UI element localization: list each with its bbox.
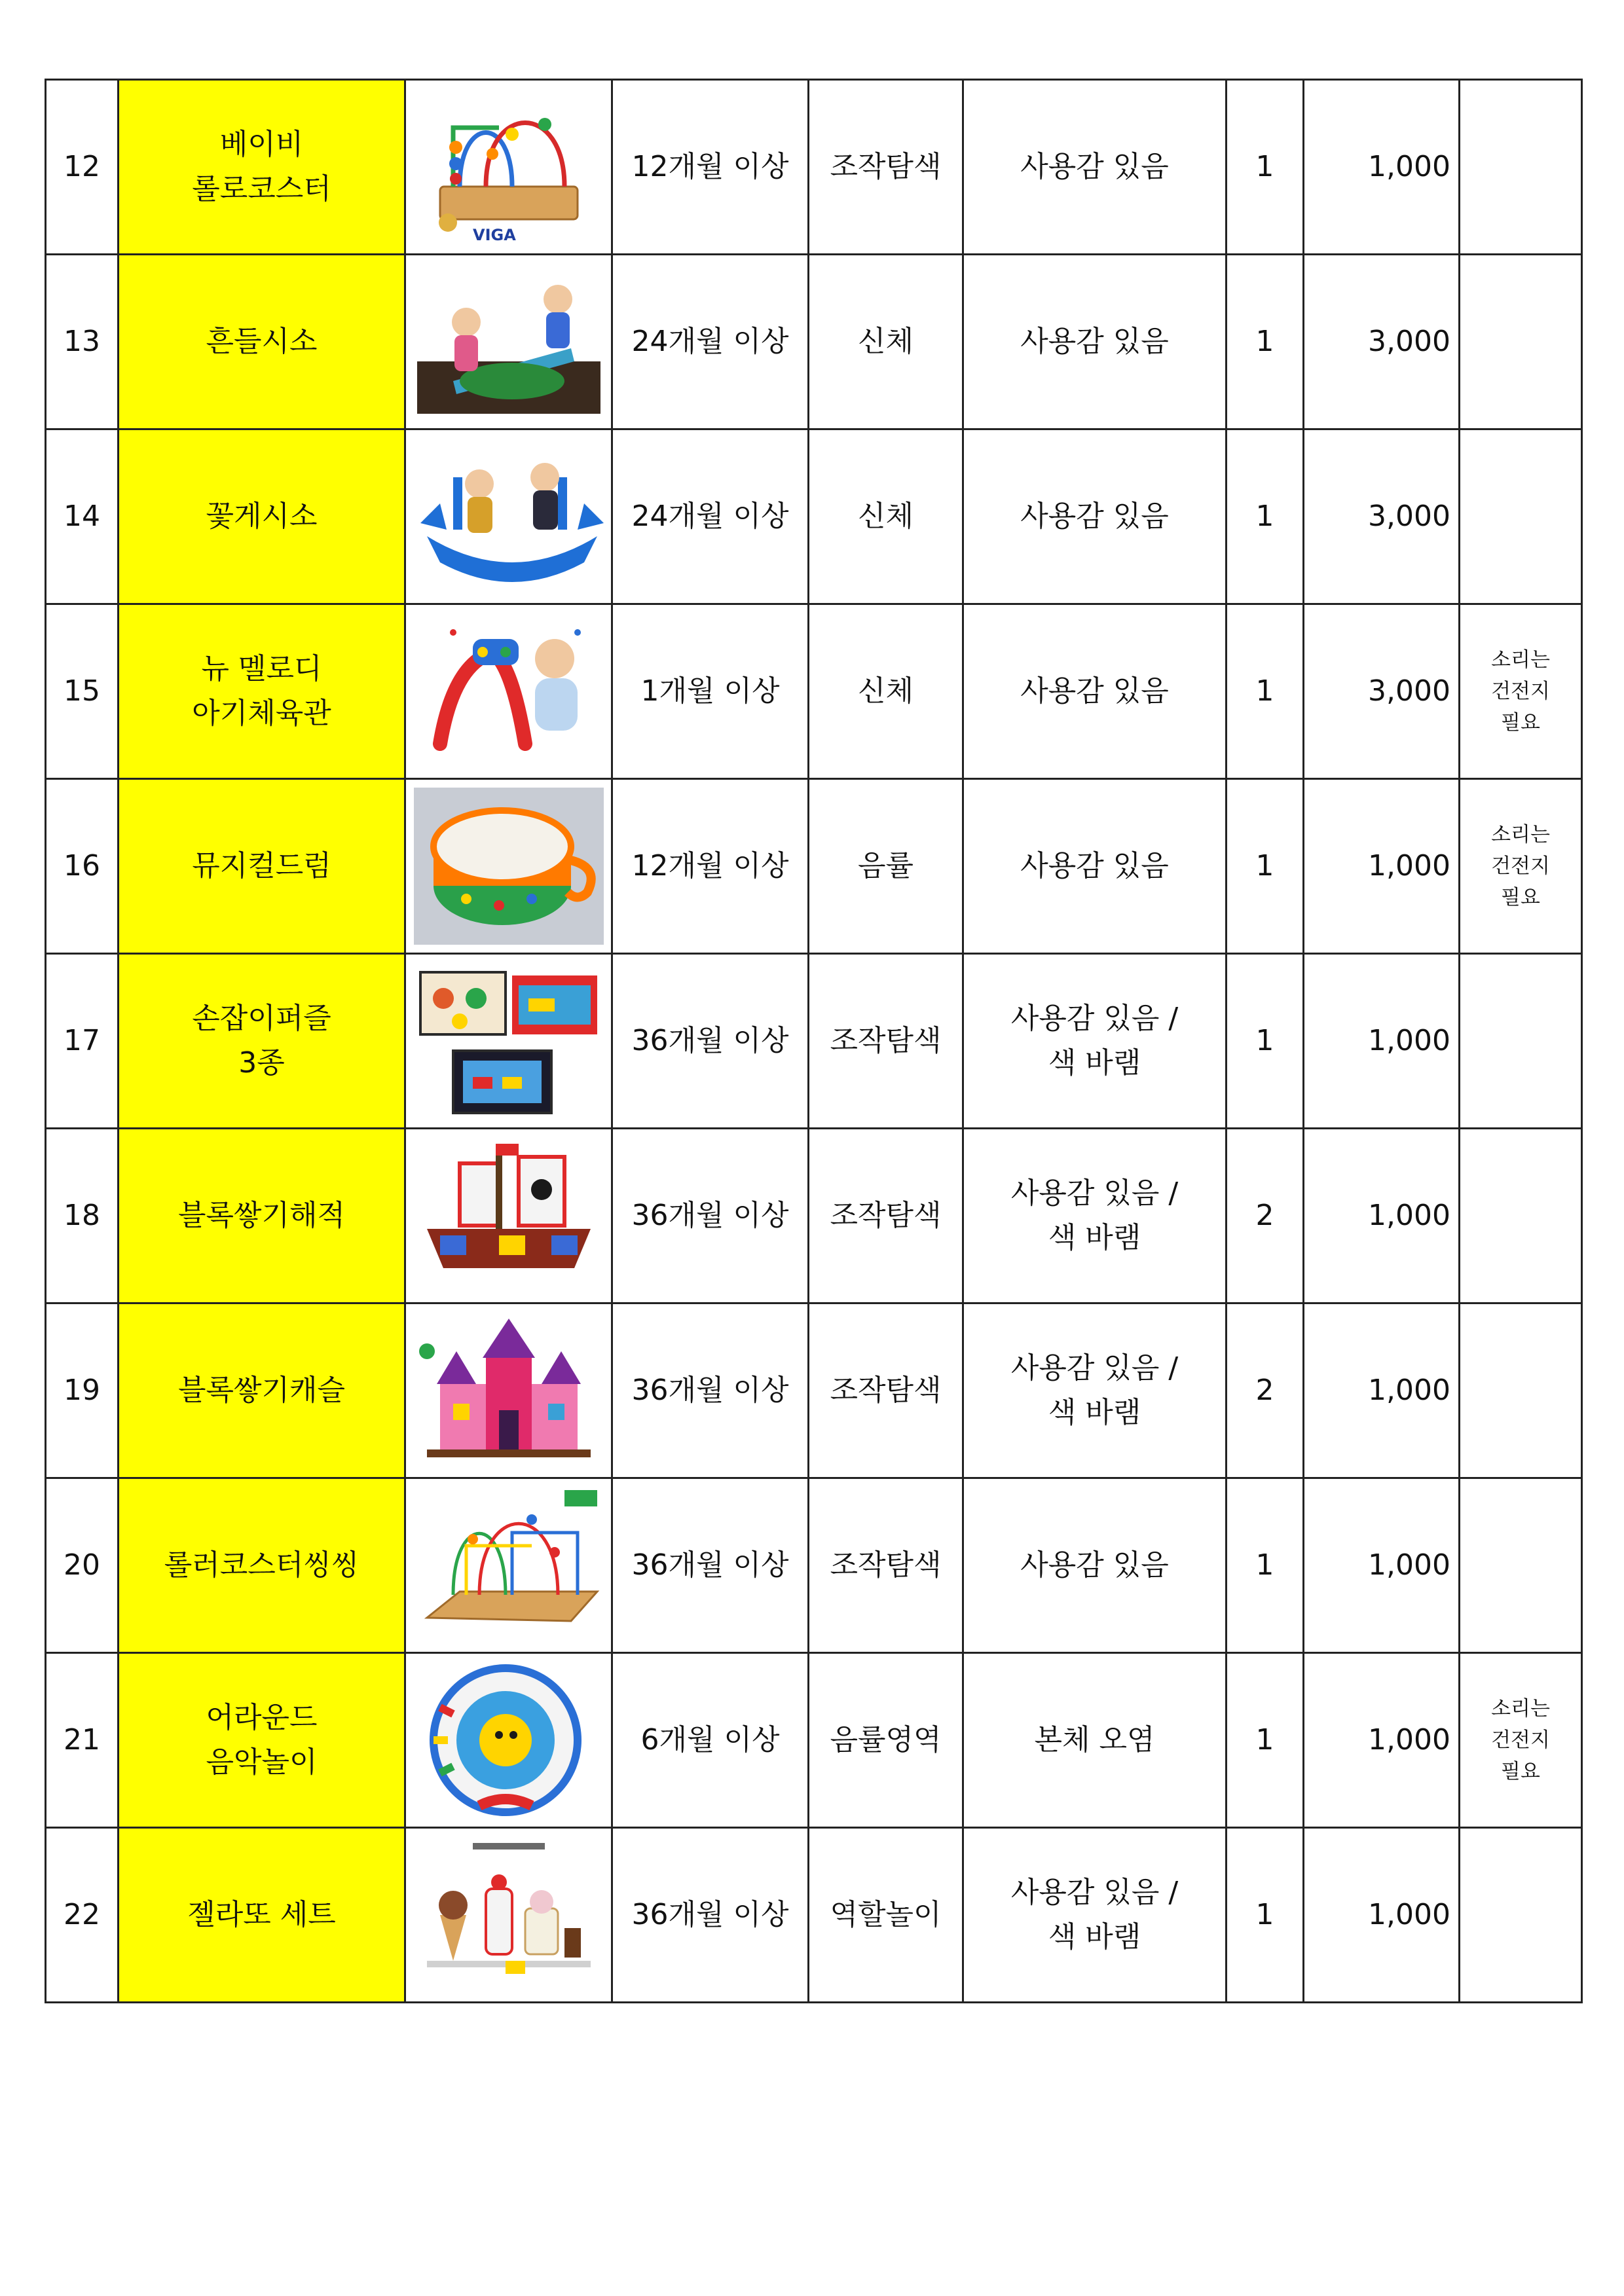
item-area: 조작탐색 <box>830 1023 942 1057</box>
item-image-cell <box>405 429 612 604</box>
item-name: 블록쌓기캐슬 <box>177 1373 346 1407</box>
item-condition-cell <box>963 1303 1227 1478</box>
item-name-cell <box>119 1653 405 1828</box>
item-age: 24개월 이상 <box>631 324 789 358</box>
item-area: 신체 <box>857 674 913 708</box>
item-area-cell <box>809 604 963 779</box>
item-price-cell <box>1304 1828 1460 2003</box>
item-note-cell <box>1460 1303 1582 1478</box>
item-name: 베이비 롤로코스터 <box>192 127 331 206</box>
item-quantity-cell <box>1227 1129 1304 1303</box>
item-quantity: 1 <box>1255 1722 1274 1757</box>
item-age-cell <box>612 1303 809 1478</box>
item-quantity: 1 <box>1255 149 1274 183</box>
item-area-cell <box>809 1303 963 1478</box>
item-age-cell <box>612 1653 809 1828</box>
item-name-cell <box>119 255 405 429</box>
item-condition-cell <box>963 255 1227 429</box>
item-name: 젤라또 세트 <box>187 1897 336 1931</box>
item-quantity-cell <box>1227 1828 1304 2003</box>
item-number-cell <box>46 80 119 255</box>
item-number: 22 <box>64 1897 100 1931</box>
item-quantity-cell <box>1227 1478 1304 1653</box>
item-number: 20 <box>64 1548 100 1582</box>
item-condition: 사용감 있음 <box>1020 324 1169 358</box>
item-price: 1,000 <box>1368 1722 1450 1757</box>
brand-label: VIGA <box>472 226 516 244</box>
table-row <box>46 954 1582 1129</box>
item-name: 흔들시소 <box>206 324 318 358</box>
item-area-cell <box>809 1653 963 1828</box>
item-quantity: 1 <box>1255 324 1274 358</box>
item-name: 어라운드 음악놀이 <box>206 1700 318 1779</box>
item-price: 3,000 <box>1368 499 1450 533</box>
item-quantity: 1 <box>1255 499 1274 533</box>
item-age-cell <box>612 255 809 429</box>
item-area-cell <box>809 1828 963 2003</box>
knob-puzzle-icon <box>414 962 604 1120</box>
item-condition: 사용감 있음 <box>1020 499 1169 533</box>
table-row <box>46 1129 1582 1303</box>
item-area: 신체 <box>857 499 913 533</box>
music-wheel-icon <box>414 1662 604 1819</box>
item-number-cell <box>46 1478 119 1653</box>
item-quantity-cell <box>1227 80 1304 255</box>
item-name-cell <box>119 779 405 954</box>
item-note-cell <box>1460 255 1582 429</box>
wire-maze-icon <box>414 1487 604 1644</box>
item-price-cell <box>1304 1129 1460 1303</box>
item-note-cell <box>1460 1478 1582 1653</box>
item-condition: 사용감 있음 <box>1020 149 1169 183</box>
item-quantity: 1 <box>1255 1897 1274 1931</box>
item-age: 36개월 이상 <box>631 1373 789 1407</box>
item-name: 롤러코스터씽씽 <box>164 1548 360 1582</box>
item-note-cell <box>1460 80 1582 255</box>
table-row <box>46 429 1582 604</box>
item-age-cell <box>612 954 809 1129</box>
item-area-cell <box>809 1478 963 1653</box>
item-condition-cell <box>963 1653 1227 1828</box>
item-area: 조작탐색 <box>830 149 942 183</box>
item-price-cell <box>1304 80 1460 255</box>
item-age-cell <box>612 779 809 954</box>
item-number: 14 <box>64 499 100 533</box>
item-quantity: 1 <box>1255 1548 1274 1582</box>
item-image-cell <box>405 954 612 1129</box>
item-name: 블록쌓기해적 <box>177 1198 346 1232</box>
item-image-cell <box>405 604 612 779</box>
table-row <box>46 1828 1582 2003</box>
item-area-cell <box>809 429 963 604</box>
item-quantity-cell <box>1227 604 1304 779</box>
item-image-cell <box>405 1478 612 1653</box>
drum-icon <box>414 788 604 945</box>
item-price-cell <box>1304 1303 1460 1478</box>
item-age-cell <box>612 1828 809 2003</box>
item-area-cell <box>809 954 963 1129</box>
item-age: 36개월 이상 <box>631 1198 789 1232</box>
item-age: 1개월 이상 <box>640 674 780 708</box>
table-row <box>46 1653 1582 1828</box>
item-price-cell <box>1304 779 1460 954</box>
item-area: 조작탐색 <box>830 1548 942 1582</box>
item-name-cell <box>119 80 405 255</box>
item-name-cell <box>119 1303 405 1478</box>
item-image-cell <box>405 1653 612 1828</box>
item-number-cell <box>46 255 119 429</box>
pirate-ship-blocks-icon <box>414 1137 604 1294</box>
item-number-cell <box>46 779 119 954</box>
item-note-cell <box>1460 604 1582 779</box>
item-image-cell <box>405 255 612 429</box>
item-number-cell <box>46 429 119 604</box>
item-quantity-cell <box>1227 1303 1304 1478</box>
item-age-cell <box>612 1129 809 1303</box>
item-name-cell <box>119 1129 405 1303</box>
item-area-cell <box>809 779 963 954</box>
item-number: 13 <box>64 324 100 358</box>
item-name-cell <box>119 429 405 604</box>
table-row <box>46 1478 1582 1653</box>
item-price: 1,000 <box>1368 1897 1450 1931</box>
item-price: 1,000 <box>1368 1198 1450 1232</box>
item-note: 소리는 건전지 필요 <box>1491 822 1550 910</box>
item-condition: 사용감 있음 <box>1020 674 1169 708</box>
item-area: 신체 <box>857 324 913 358</box>
item-age-cell <box>612 1478 809 1653</box>
castle-blocks-icon <box>414 1312 604 1469</box>
item-image-cell <box>405 80 612 255</box>
seesaw-icon <box>414 263 604 420</box>
item-condition-cell <box>963 1129 1227 1303</box>
table-row <box>46 255 1582 429</box>
item-condition: 사용감 있음 <box>1020 848 1169 883</box>
item-number: 21 <box>64 1722 100 1757</box>
item-age-cell <box>612 80 809 255</box>
item-price: 1,000 <box>1368 149 1450 183</box>
item-age-cell <box>612 604 809 779</box>
item-quantity-cell <box>1227 954 1304 1129</box>
item-area-cell <box>809 255 963 429</box>
table-row <box>46 80 1582 255</box>
item-name: 꽃게시소 <box>206 499 318 533</box>
item-quantity: 1 <box>1255 1023 1274 1057</box>
item-note-cell <box>1460 779 1582 954</box>
item-image-cell <box>405 779 612 954</box>
item-condition-cell <box>963 604 1227 779</box>
item-area: 음률 <box>857 848 913 883</box>
item-number: 18 <box>64 1198 100 1232</box>
item-price: 1,000 <box>1368 1373 1450 1407</box>
item-condition: 본체 오염 <box>1034 1722 1155 1757</box>
item-quantity: 1 <box>1255 674 1274 708</box>
table-row <box>46 1303 1582 1478</box>
item-number: 15 <box>64 674 100 708</box>
toy-inventory-table <box>45 79 1583 2003</box>
item-age: 24개월 이상 <box>631 499 789 533</box>
item-price: 1,000 <box>1368 1023 1450 1057</box>
item-image-cell <box>405 1828 612 2003</box>
item-age-cell <box>612 429 809 604</box>
item-note-cell <box>1460 1653 1582 1828</box>
item-note-cell <box>1460 1129 1582 1303</box>
item-number: 17 <box>64 1023 100 1057</box>
item-condition: 사용감 있음 / 색 바램 <box>1010 1001 1179 1080</box>
item-price-cell <box>1304 604 1460 779</box>
item-area: 조작탐색 <box>830 1373 942 1407</box>
item-name-cell <box>119 1478 405 1653</box>
item-number-cell <box>46 954 119 1129</box>
item-condition-cell <box>963 1478 1227 1653</box>
crab-seesaw-icon <box>414 438 604 595</box>
item-number: 19 <box>64 1373 100 1407</box>
item-name-cell <box>119 1828 405 2003</box>
item-condition: 사용감 있음 / 색 바램 <box>1010 1875 1179 1954</box>
table-row <box>46 779 1582 954</box>
item-price-cell <box>1304 954 1460 1129</box>
item-quantity-cell <box>1227 429 1304 604</box>
item-quantity: 2 <box>1255 1373 1274 1407</box>
item-number-cell <box>46 604 119 779</box>
item-name: 뉴 멜로디 아기체육관 <box>192 651 331 730</box>
item-price: 3,000 <box>1368 324 1450 358</box>
item-area-cell <box>809 1129 963 1303</box>
item-number: 12 <box>64 149 100 183</box>
bead-maze-icon <box>414 88 604 246</box>
item-quantity-cell <box>1227 1653 1304 1828</box>
item-note: 소리는 건전지 필요 <box>1491 1696 1550 1784</box>
item-number: 16 <box>64 848 100 883</box>
item-price: 1,000 <box>1368 1548 1450 1582</box>
item-condition: 사용감 있음 <box>1020 1548 1169 1582</box>
item-price: 1,000 <box>1368 848 1450 883</box>
item-age: 6개월 이상 <box>640 1722 780 1757</box>
item-number-cell <box>46 1129 119 1303</box>
item-price-cell <box>1304 1478 1460 1653</box>
item-note-cell <box>1460 1828 1582 2003</box>
baby-gym-icon <box>414 613 604 770</box>
item-image-cell <box>405 1129 612 1303</box>
item-note: 소리는 건전지 필요 <box>1491 647 1550 735</box>
item-area: 조작탐색 <box>830 1198 942 1232</box>
item-area-cell <box>809 80 963 255</box>
item-condition: 사용감 있음 / 색 바램 <box>1010 1351 1179 1429</box>
item-condition: 사용감 있음 / 색 바램 <box>1010 1176 1179 1254</box>
item-quantity: 2 <box>1255 1198 1274 1232</box>
item-number-cell <box>46 1828 119 2003</box>
item-area: 음률영역 <box>830 1722 942 1757</box>
item-price-cell <box>1304 1653 1460 1828</box>
item-area: 역할놀이 <box>830 1897 942 1931</box>
item-name: 손잡이퍼즐 3종 <box>192 1001 331 1080</box>
item-note-cell <box>1460 429 1582 604</box>
item-quantity-cell <box>1227 255 1304 429</box>
item-age: 36개월 이상 <box>631 1897 789 1931</box>
item-age: 36개월 이상 <box>631 1548 789 1582</box>
item-age: 12개월 이상 <box>631 848 789 883</box>
item-name-cell <box>119 954 405 1129</box>
item-number-cell <box>46 1653 119 1828</box>
item-price-cell <box>1304 429 1460 604</box>
item-condition-cell <box>963 429 1227 604</box>
item-price-cell <box>1304 255 1460 429</box>
table-row <box>46 604 1582 779</box>
item-image-cell <box>405 1303 612 1478</box>
item-age: 12개월 이상 <box>631 149 789 183</box>
item-note-cell <box>1460 954 1582 1129</box>
item-name: 뮤지컬드럼 <box>192 848 331 883</box>
item-name-cell <box>119 604 405 779</box>
item-condition-cell <box>963 954 1227 1129</box>
item-number-cell <box>46 1303 119 1478</box>
item-condition-cell <box>963 1828 1227 2003</box>
item-quantity-cell <box>1227 779 1304 954</box>
gelato-set-icon <box>414 1836 604 1994</box>
item-quantity: 1 <box>1255 848 1274 883</box>
item-condition-cell <box>963 80 1227 255</box>
item-price: 3,000 <box>1368 674 1450 708</box>
item-condition-cell <box>963 779 1227 954</box>
item-age: 36개월 이상 <box>631 1023 789 1057</box>
